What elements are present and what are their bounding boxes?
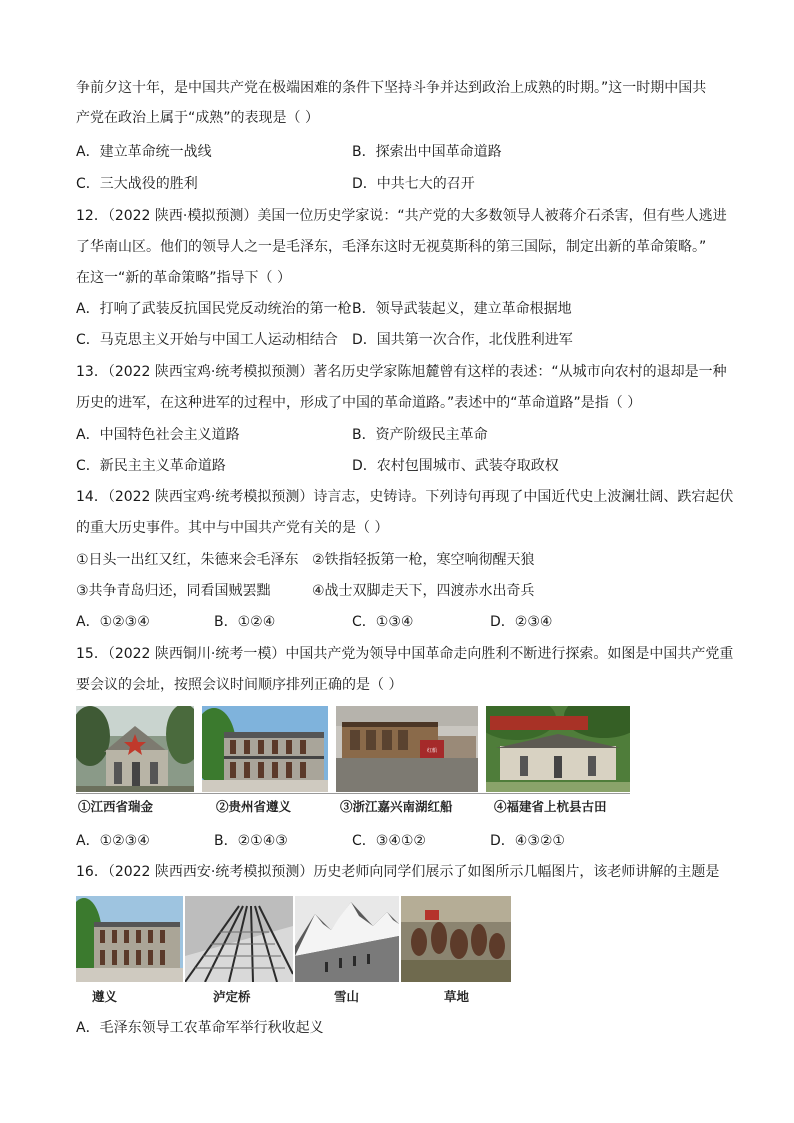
- photo-luding-bridge: [185, 896, 293, 982]
- caption-zunyi: ②贵州省遵义: [216, 799, 292, 814]
- caption-luding: 泸定桥: [213, 989, 251, 1004]
- option-b: B．②①④③: [214, 833, 288, 849]
- option-a: A．中国特色社会主义道路: [76, 427, 240, 443]
- option-b: B．领导武装起义，建立革命根据地: [352, 301, 572, 317]
- option-c: C．③④①②: [352, 833, 426, 849]
- option-b: B．探索出中国革命道路: [352, 144, 502, 160]
- caption-grassland: 草地: [444, 989, 470, 1004]
- photo-ruijin: [76, 706, 194, 792]
- photo-zunyi-q16: [76, 896, 183, 982]
- caption-ruijin: ①江西省瑞金: [78, 799, 154, 814]
- option-c: C．新民主主义革命道路: [76, 458, 226, 474]
- caption-snow-mountain: 雪山: [334, 989, 360, 1004]
- question-12: 12．（2022 陕西·模拟预测）美国一位历史学家说：“共产党的大多数领导人被蒋介石杀害，但有些人逃进: [76, 208, 727, 224]
- question-13: 13．（2022 陕西宝鸡·统考模拟预测）著名历史学家陈旭麓曾有这样的表述：“从城市向农村的退却是一种: [76, 364, 727, 380]
- caption-divider: [76, 793, 630, 794]
- poem-line: ④战士双脚走天下，四渡赤水出奇兵: [312, 583, 535, 599]
- option-d: D．农村包围城市、武装夺取政权: [352, 458, 559, 474]
- question-text: 产党在政治上属于“成熟”的表现是（ ）: [76, 110, 319, 126]
- option-c: C．①③④: [352, 614, 414, 630]
- question-text: 在这一“新的革命策略”指导下（ ）: [76, 270, 291, 286]
- option-a: A．毛泽东领导工农革命军举行秋收起义: [76, 1020, 324, 1036]
- option-c: C．马克思主义开始与中国工人运动相结合: [76, 332, 338, 348]
- photo-red-boat: [336, 706, 478, 792]
- svg-text:红船: 红船: [426, 748, 438, 754]
- option-a: A．建立革命统一战线: [76, 144, 212, 160]
- caption-gutian: ④福建省上杭县古田: [494, 799, 607, 814]
- question-14: 14．（2022 陕西宝鸡·统考模拟预测）诗言志，史铸诗。下列诗句再现了中国近代史上波澜壮阔、跌宕起伏: [76, 489, 734, 505]
- option-c: C．三大战役的胜利: [76, 176, 198, 192]
- option-a: A．①②③④: [76, 833, 150, 849]
- question-15: 15．（2022 陕西铜川·统考一模）中国共产党为领导中国革命走向胜利不断进行探索。如图是中国共产党重: [76, 646, 734, 662]
- photo-gutian: [486, 706, 630, 792]
- photo-snow-mountain: [295, 896, 399, 982]
- question-text: 的重大历史事件。其中与中国共产党有关的是（ ）: [76, 520, 389, 536]
- question-text: 历史的进军，在这种进军的过程中，形成了中国的革命道路。”表述中的“革命道路”是指（ ）: [76, 395, 642, 411]
- option-a: A．打响了武装反抗国民党反动统治的第一枪: [76, 301, 352, 317]
- caption-jiaxing: ③浙江嘉兴南湖红船: [340, 799, 453, 814]
- option-b: B．①②④: [214, 614, 276, 630]
- question-text: 了华南山区。他们的领导人之一是毛泽东，毛泽东这时无视莫斯科的第三国际，制定出新的革命策略。”: [76, 239, 707, 255]
- poem-line: ②铁指轻扳第一枪，寒空响彻醒天狼: [312, 552, 535, 568]
- option-d: D．②③④: [490, 614, 553, 630]
- option-d: D．中共七大的召开: [352, 176, 475, 192]
- option-a: A．①②③④: [76, 614, 150, 630]
- question-text: 要会议的会址，按照会议时间顺序排列正确的是（ ）: [76, 677, 403, 693]
- question-16: 16．（2022 陕西西安·统考模拟预测）历史老师向同学们展示了如图所示几幅图片，该老师讲解的主题是: [76, 864, 720, 880]
- photo-zunyi: [202, 706, 328, 792]
- caption-zunyi-q16: 遵义: [92, 989, 118, 1004]
- option-d: D．国共第一次合作，北伐胜利进军: [352, 332, 573, 348]
- question-text: 争前夕这十年，是中国共产党在极端困难的条件下坚持斗争并达到政治上成熟的时期。”这一时期中国共: [76, 80, 707, 96]
- option-d: D．④③②①: [490, 833, 565, 849]
- option-b: B．资产阶级民主革命: [352, 427, 488, 443]
- poem-line: ③共争青岛归还，同看国贼罢黜: [76, 583, 271, 599]
- photo-grassland: [401, 896, 511, 982]
- poem-line: ①日头一出红又红，朱德来会毛泽东: [76, 552, 299, 568]
